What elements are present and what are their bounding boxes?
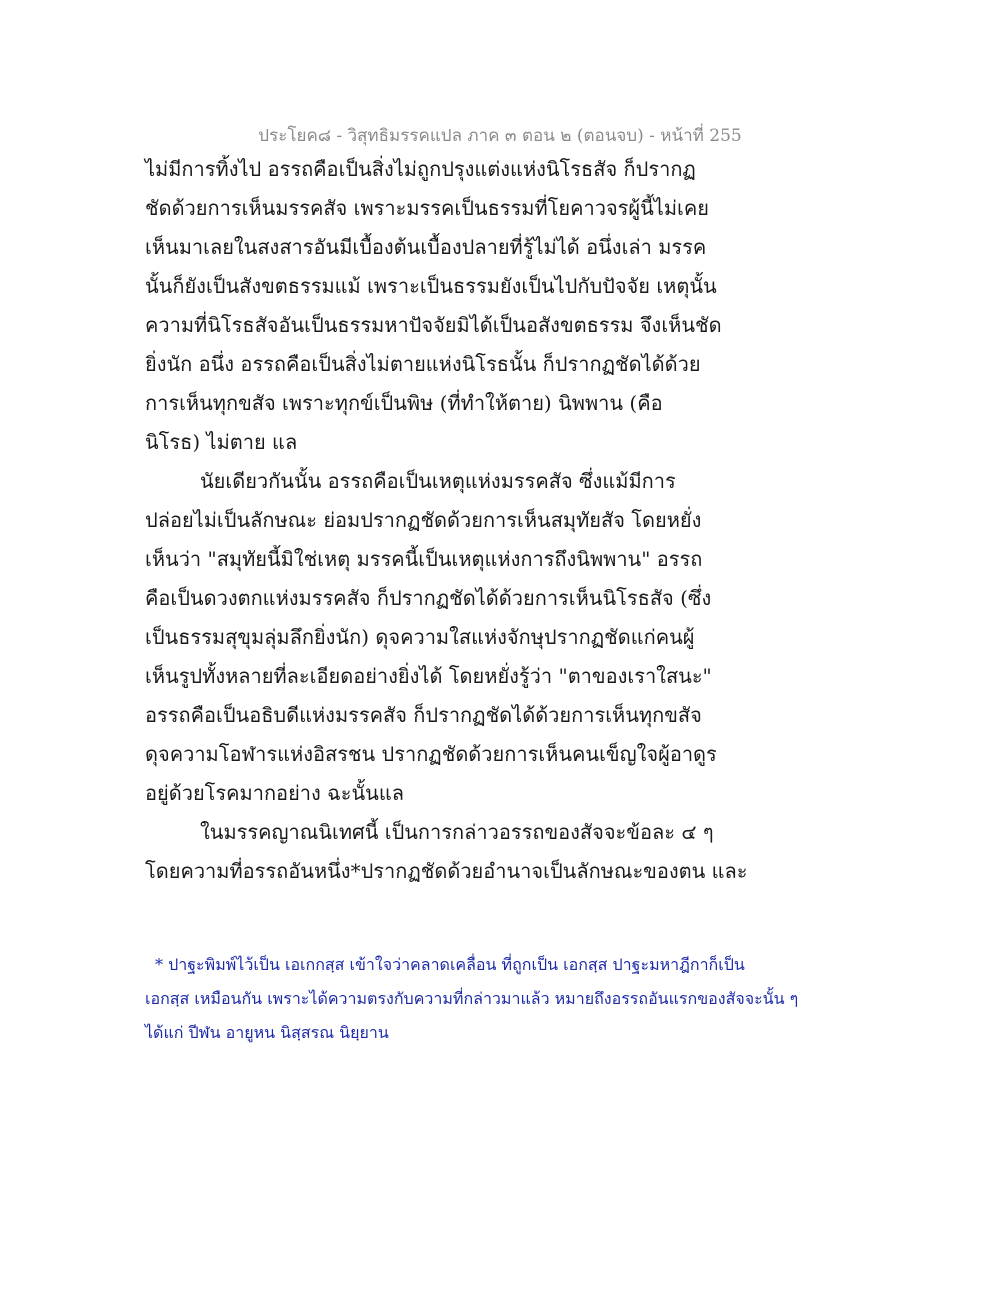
text-line: นิโรธ) ไม่ตาย แล (145, 430, 298, 454)
text-line: อยู่ด้วยโรคมากอย่าง ฉะนั้นแล (145, 781, 404, 805)
text-line: เห็นว่า "สมุทัยนี้มิใช่เหตุ มรรคนี้เป็นเหตุแห่งการถึงนิพพาน" อรรถ (145, 547, 703, 571)
text-line: เห็นมาเลยในสงสารอันมีเบื้องต้นเบื้องปลายที่รู้ไม่ได้ อนึ่งเล่า มรรค (145, 235, 707, 259)
paragraph-2 (145, 462, 865, 813)
text-line: ยิ่งนัก อนึ่ง อรรถคือเป็นสิ่งไม่ตายแห่งนิโรธนั้น ก็ปรากฏชัดได้ด้วย (145, 352, 701, 376)
text-line: ไม่มีการทิ้งไป อรรถคือเป็นสิ่งไม่ถูกปรุงแต่งแห่งนิโรธสัจ ก็ปรากฏ (145, 157, 696, 181)
text-line: ปล่อยไม่เป็นลักษณะ ย่อมปรากฏชัดด้วยการเห็นสมุทัยสัจ โดยหยั่ง (145, 508, 702, 532)
text-line: เห็นรูปทั้งหลายที่ละเอียดอย่างยิ่งได้ โดยหยั่งรู้ว่า "ตาของเราใสนะ" (145, 664, 712, 688)
text-line-indented: ในมรรคญาณนิเทศนี้ เป็นการกล่าวอรรถของสัจจะข้อละ ๔ ๆ (200, 820, 714, 844)
body-text (145, 150, 865, 891)
text-line: โดยความที่อรรถอันหนึ่ง*ปรากฏชัดด้วยอำนาจเป็นลักษณะของตน และ (145, 859, 748, 883)
paragraph-1 (145, 150, 865, 462)
text-line: ความที่นิโรธสัจอันเป็นธรรมหาปัจจัยมิได้เป็นอสังขตธรรม จึงเห็นชัด (145, 313, 722, 337)
page-header: ประโยค๘ - วิสุทธิมรรคแปล ภาค ๓ ตอน ๒ (ตอนจบ) - หน้าที่ 255 (258, 126, 742, 146)
text-line: คือเป็นดวงตกแห่งมรรคสัจ ก็ปรากฏชัดได้ด้วยการเห็นนิโรธสัจ (ซึ่ง (145, 586, 712, 610)
text-line: ดุจความโอฬารแห่งอิสรชน ปรากฏชัดด้วยการเห็นคนเข็ญใจผู้อาดูร (145, 742, 717, 766)
text-line: เป็นธรรมสุขุมลุ่มลึกยิ่งนัก) ดุจความใสแห่งจักษุปรากฏชัดแก่คนผู้ (145, 625, 695, 649)
text-line-indented: นัยเดียวกันนั้น อรรถคือเป็นเหตุแห่งมรรคสัจ ซึ่งแม้มีการ (200, 469, 676, 493)
text-line: อรรถคือเป็นอธิบดีแห่งมรรคสัจ ก็ปรากฏชัดได้ด้วยการเห็นทุกขสัจ (145, 703, 702, 727)
footnote-line: เอกสฺส เหมือนกัน เพราะได้ความตรงกับความที่กล่าวมาแล้ว หมายถึงอรรถอันแรกของสัจจะนั้น ๆ (145, 989, 799, 1008)
footnote-line: * ปาฐะพิมพ์ไว้เป็น เอเกกสฺส เข้าใจว่าคลาดเคลื่อน ที่ถูกเป็น เอกสฺส ปาฐะมหาฎีกาก็เป็น (155, 955, 745, 974)
paragraph-3 (145, 813, 865, 891)
footnote-line: ได้แก่ ปีฬน อายูหน นิสฺสรณ นิยฺยาน (145, 1023, 389, 1042)
footnote (145, 948, 845, 1050)
text-line: ชัดด้วยการเห็นมรรคสัจ เพราะมรรคเป็นธรรมที่โยคาวจรผู้นี้ไม่เคย (145, 196, 709, 220)
text-line: นั้นก็ยังเป็นสังขตธรรมแม้ เพราะเป็นธรรมยังเป็นไปกับปัจจัย เหตุนั้น (145, 274, 717, 298)
text-line: การเห็นทุกขสัจ เพราะทุกข์เป็นพิษ (ที่ทำให้ตาย) นิพพาน (คือ (145, 391, 663, 415)
